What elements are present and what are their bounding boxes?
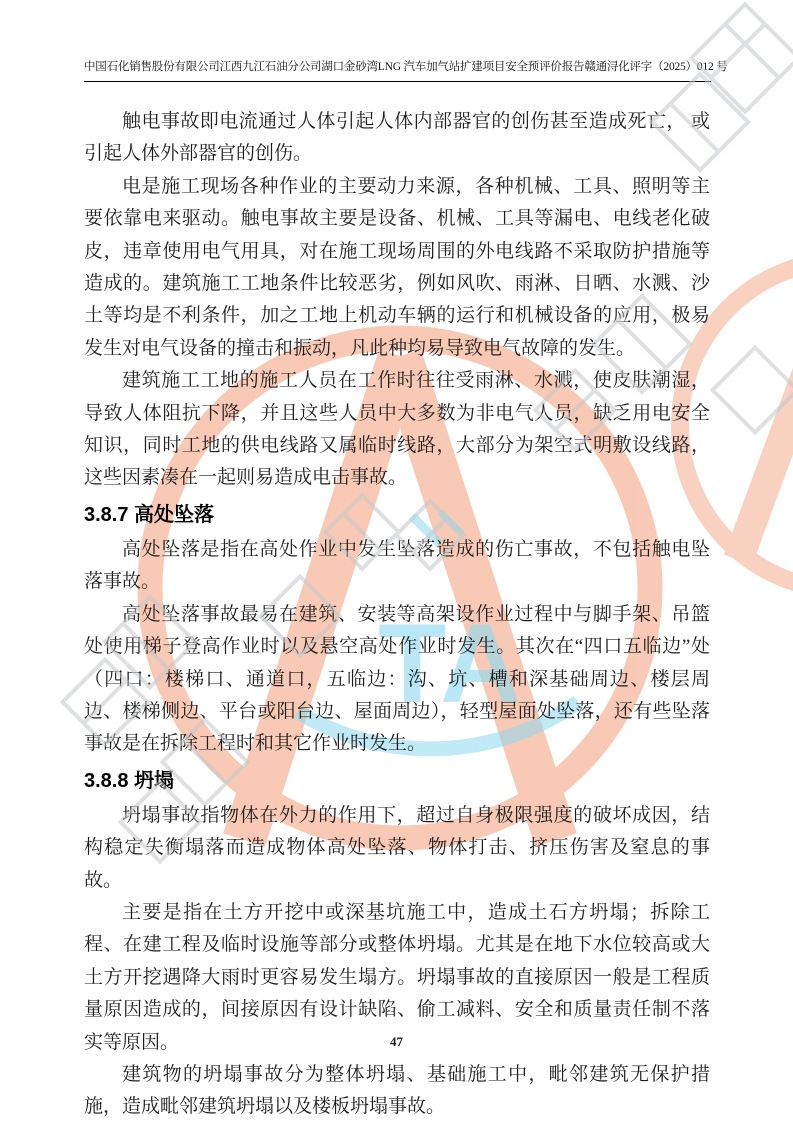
section-heading-3-8-8: 3.8.8 坍塌 xyxy=(84,769,175,792)
paragraph-collapse-definition: 坍塌事故指物体在外力的作用下，超过自身极限强度的破坏成因，结构稳定失衡塌落而造成物体高处坠落、物体打击、挤压伤害及窒息的事故。 xyxy=(84,804,710,891)
paragraph-collapse-causes: 主要是指在土方开挖中或深基坑施工中，造成土石方坍塌；拆除工程、在建工程及临时设施等部分或整体坍塌。尤其是在地下水位较高或大土方开挖遇降大雨时更容易发生塌方。坍塌事故的直接原因一般是工程质量原因造成的，间接原因有设计缺陷、偷工减料、安全和质量责任制不落实等原因。 xyxy=(84,901,710,1053)
document-body xyxy=(84,92,710,1122)
paragraph-fall-definition: 高处坠落是指在高处作业中发生坠落造成的伤亡事故，不包括触电坠落事故。 xyxy=(84,538,710,593)
header-report-title: 中国石化销售股份有限公司江西九江石油分公司湖口金砂湾LNG 汽车加气站扩建项目安全预评价报告 xyxy=(84,61,585,73)
paragraph-building-collapse-types: 建筑物的坍塌事故分为整体坍塌、基础施工中，毗邻建筑无保护措施，造成毗邻建筑坍塌以及楼板坍塌事故。 xyxy=(84,1063,710,1118)
paragraph-fall-scenarios: 高处坠落事故最易在建筑、安装等高架设作业过程中与脚手架、吊篮处使用梯子登高作业时以及悬空高处作业时发生。其次在“四口五临边”处（四口：楼梯口、通道口，五临边：沟、坑、槽和深基础周边、楼层周边、楼梯侧边、平台或阳台边、屋面周边），轻型屋面处坠落，还有些坠落事故是在拆除工程时和其它作业时发生。 xyxy=(84,603,710,755)
header-document-number: 赣通浔化评字（2025）012 号 xyxy=(584,61,728,73)
paragraph-electric-power-source: 电是施工现场各种作业的主要动力来源，各种机械、工具、照明等主要依靠电来驱动。触电事故主要是设备、机械、工具等漏电、电线老化破皮，违章使用电气用具，对在施工现场周围的外电线路不采取防护措施等造成的。建筑施工工地条件比较恶劣，例如风吹、雨淋、日晒、水溅、沙土等均是不利条件，加之工地上机动车辆的运行和机械设备的应用，极易发生对电气设备的撞击和振动，凡此种均易导致电气故障的发生。 xyxy=(84,175,710,359)
blue-logo-letters: TA xyxy=(378,601,523,726)
page-number: 47 xyxy=(390,1034,403,1049)
paragraph-electric-shock-intro: 触电事故即电流通过人体引起人体内部器官的创伤甚至造成死亡， 或引起人体外部器官的创伤。 xyxy=(84,111,710,165)
section-heading-3-8-7: 3.8.7 高处坠落 xyxy=(84,503,215,526)
page-header xyxy=(84,58,728,82)
paragraph-construction-workers: 建筑施工工地的施工人员在工作时往往受雨淋、水溅，使皮肤潮湿，导致人体阻抗下降，并且这些人员中大多数为非电气人员，缺乏用电安全知识，同时工地的供电线路又属临时线路，大部分为架空式明敷设线路，这些因素凑在一起则易造成电击事故。 xyxy=(84,370,710,489)
